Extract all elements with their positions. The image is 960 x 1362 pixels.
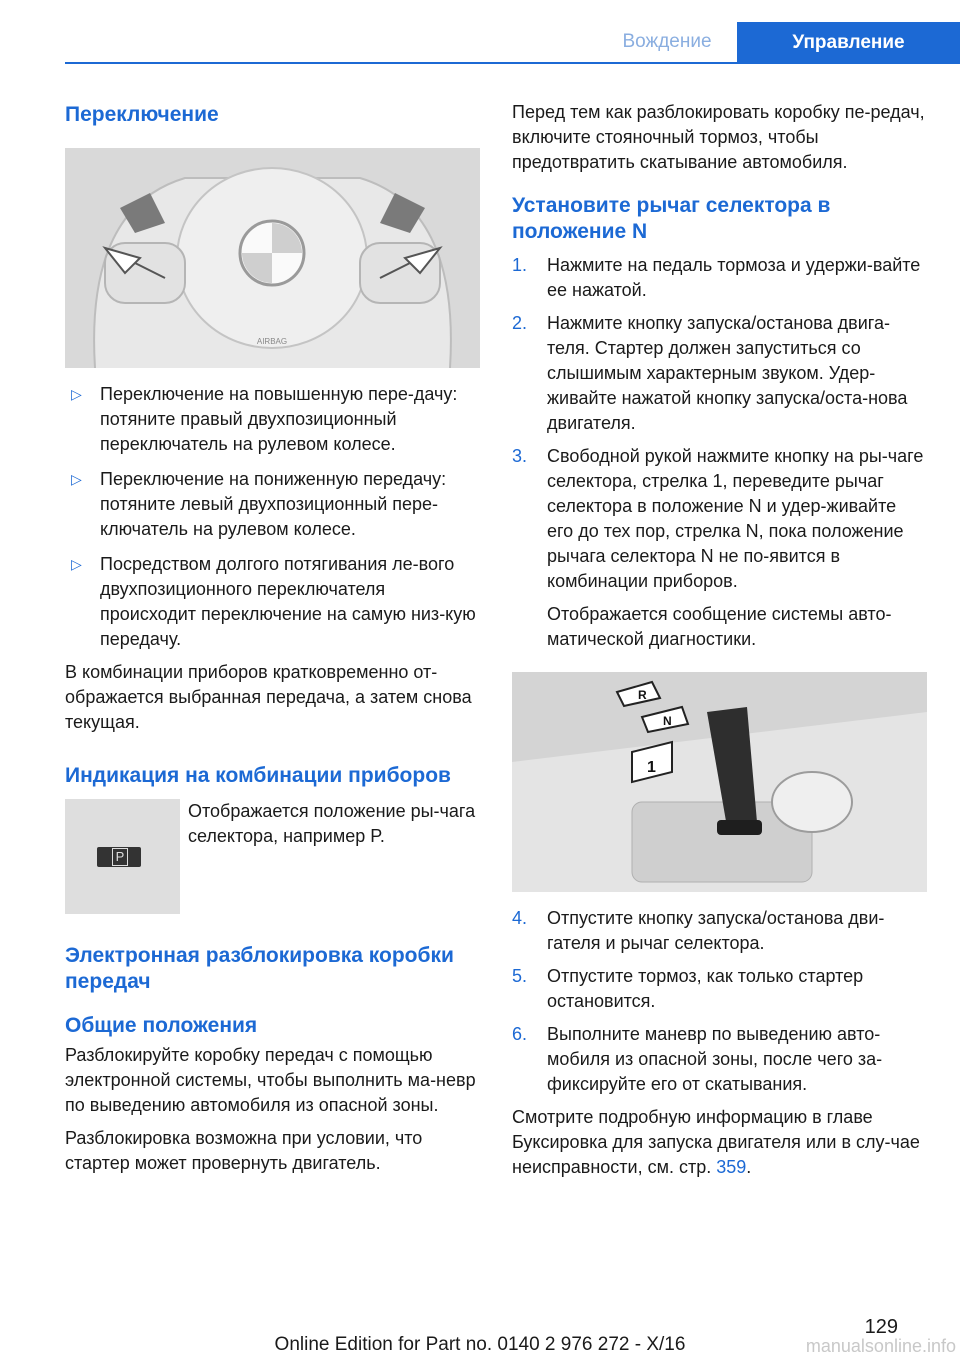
subsection-title-set-n: Установите рычаг селектора в положение N — [512, 194, 831, 243]
paragraph-outro: Смотрите подробную информацию в главе Буксировка для запуска двигателя или в слу-чае неисправности, см. стр. 359. — [512, 1107, 920, 1177]
numbered-step: 6. Выполните маневр по выведению авто-мобиля из опасной зоны, после чего за-фиксируйте его от скатывания. — [512, 1024, 883, 1094]
gear-selector-drawing — [512, 672, 927, 892]
section-title-indication: Индикация на комбинации приборов — [65, 764, 451, 787]
gear-selector-image — [512, 672, 927, 892]
gear-indicator-badge: P — [97, 847, 141, 867]
list-item: ▷ Посредством долгого потягивания ле-вого двухпозиционного переключателя происходит переключение на самую низ-кую передачу. — [71, 554, 476, 649]
section-title-shifting: Переключение — [65, 103, 219, 126]
tab-controls[interactable]: Управление — [737, 22, 960, 64]
paragraph-display: В комбинации приборов кратковременно от-ображается выбранная передача, а затем снова текущая. — [65, 662, 472, 732]
steering-wheel-drawing — [65, 148, 480, 368]
triangle-bullet-icon: ▷ — [71, 386, 82, 402]
paragraph-general-1: Разблокируйте коробку передач с помощью электронной системы, чтобы выполнить ма-невр по выведению автомобиля из опасной зоны. — [65, 1045, 476, 1115]
arrow-r-label: R — [638, 688, 647, 702]
svg-text:AIRBAG: AIRBAG — [256, 337, 288, 346]
page-number: 129 — [864, 1316, 898, 1338]
triangle-bullet-icon: ▷ — [71, 556, 82, 572]
numbered-step: 4. Отпустите кнопку запуска/останова дви-гателя и рычаг селектора. — [512, 908, 885, 953]
cluster-display-image — [65, 799, 180, 914]
step3-note: Отображается сообщение системы авто-матической диагностики. — [547, 604, 892, 649]
tab-driving[interactable]: Вождение — [622, 31, 712, 52]
paragraph-intro: Перед тем как разблокировать коробку пе-редач, включите стояночный тормоз, чтобы предотвратить скатывание автомобиля. — [512, 102, 925, 172]
section-title-unlock: Электронная разблокировка коробки передач — [65, 944, 454, 993]
edition-footer: Online Edition for Part no. 0140 2 976 272 - X/16 — [274, 1334, 686, 1355]
subsection-title-general: Общие положения — [65, 1014, 258, 1037]
numbered-step: 3. Свободной рукой нажмите кнопку на ры-чаге селектора, стрелка 1, переведите рычаг селектора в положение N и удер-живайте его до тех пор, стрелка N, пока положение рычага селектора N не по-явится в комбинации приборов. — [512, 446, 924, 591]
page-reference-link[interactable]: 359 — [716, 1157, 747, 1177]
triangle-bullet-icon: ▷ — [71, 471, 82, 487]
arrow-n-label: N — [663, 714, 672, 728]
numbered-step: 2. Нажмите кнопку запуска/останова двига-теля. Стартер должен запуститься со слышимым характерным звуком. Удер-живайте нажатой кнопку запуска/оста-нова двигателя. — [512, 313, 908, 433]
paragraph-general-2: Разблокировка возможна при условии, что стартер может провернуть двигатель. — [65, 1128, 423, 1173]
numbered-step: 1. Нажмите на педаль тормоза и удержи-вайте ее нажатой. — [512, 255, 921, 300]
header-rule — [65, 62, 960, 64]
indication-text: Отображается положение ры-чага селектора, например P. — [188, 801, 476, 846]
right-column — [512, 100, 927, 1180]
list-item: ▷ Переключение на пониженную передачу: потяните левый двухпозиционный пере-ключатель на рулевом колесе. — [71, 469, 447, 539]
numbered-step: 5. Отпустите тормоз, как только стартер остановится. — [512, 966, 864, 1011]
watermark: manualsonline.info — [805, 1336, 956, 1356]
indication-block — [65, 799, 480, 919]
arrow-1-label: 1 — [647, 759, 656, 776]
list-item: ▷ Переключение на повышенную пере-дачу: потяните правый двухпозиционный переключатель на рулевом колесе. — [71, 384, 458, 454]
steering-wheel-image — [65, 148, 480, 368]
left-column — [65, 100, 480, 1176]
